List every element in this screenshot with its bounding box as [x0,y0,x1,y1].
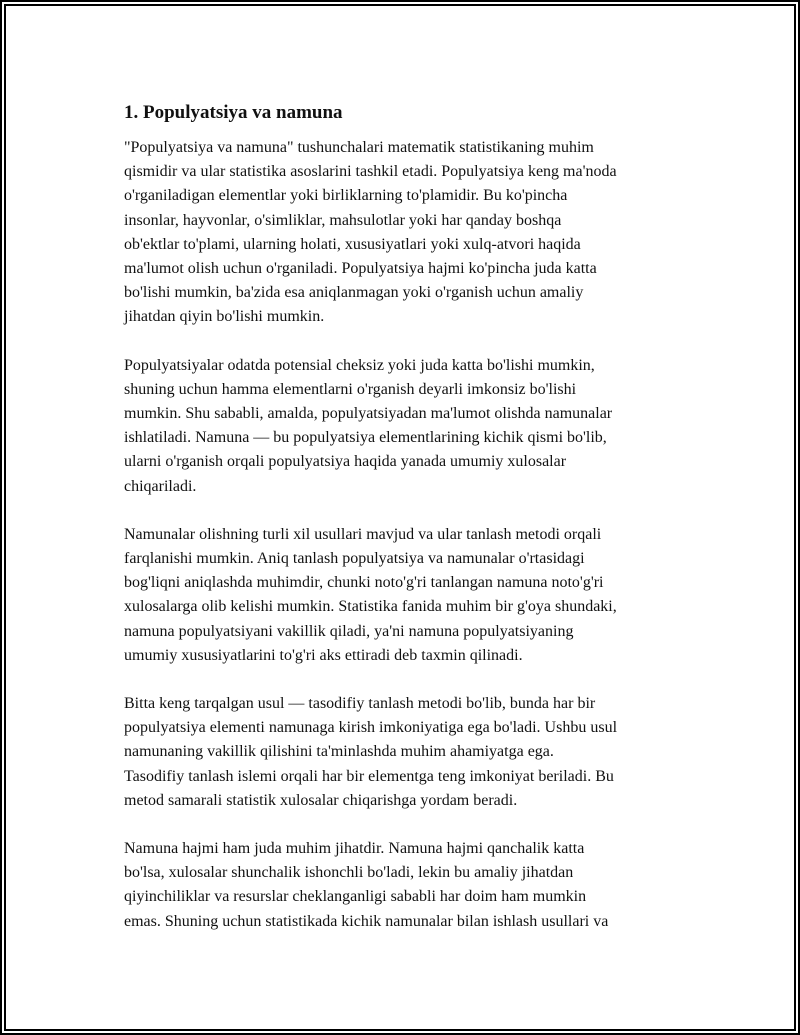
text-line: ma'lumot olish uchun o'rganiladi. Populyatsiya hajmi ko'pincha juda katta [124,260,597,278]
text-line: namuna populyatsiyani vakillik qiladi, ya'ni namuna populyatsiyaning [124,622,574,640]
text-line: o'rganiladigan elementlar yoki birliklarning to'plamidir. Bu ko'pincha [124,187,568,205]
text-line: metod samarali statistik xulosalar chiqarishga yordam beradi. [124,791,518,809]
paragraph-1 [124,136,694,330]
text-line: xulosalarga olib kelishi mumkin. Statistika fanida muhim bir g'oya shundaki, [124,598,617,616]
text-line: Bitta keng tarqalgan usul — tasodifiy tanlash metodi bo'lib, bunda har bir [124,695,596,713]
text-line: Tasodifiy tanlash islemi orqali har bir elementga teng imkoniyat beriladi. Bu [124,767,614,785]
text-line: farqlanishi mumkin. Aniq tanlash populyatsiya va namunalar o'rtasidagi [124,550,585,568]
page-content [124,102,694,958]
text-line: jihatdan qiyin bo'lishi mumkin. [124,308,325,326]
text-line: "Populyatsiya va namuna" tushunchalari matematik statistikaning muhim [124,139,594,156]
paragraph-3 [124,523,694,668]
text-line: bo'lishi mumkin, ba'zida esa aniqlanmagan yoki o'rganish uchun amaliy [124,284,584,302]
text-line: insonlar, hayvonlar, o'simliklar, mahsulotlar yoki har qanday boshqa [124,211,562,229]
text-line: bog'liqni aniqlashda muhimdir, chunki noto'g'ri tanlangan namuna noto'g'ri [124,574,604,592]
text-line: chiqariladi. [124,477,197,495]
text-line: emas. Shuning uchun statistikada kichik namunalar bilan ishlash usullari va [124,912,609,930]
text-line: Populyatsiyalar odatda potensial cheksiz yoki juda katta bo'lishi mumkin, [124,356,595,374]
text-line: populyatsiya elementi namunaga kirish imkoniyatiga ega bo'ladi. Ushbu usul [124,719,618,737]
text-line: ob'ektlar to'plami, ularning holati, xususiyatlari yoki xulq-atvori haqida [124,235,581,253]
text-line: qiyinchiliklar va resurslar cheklanganligi sababli har doim ham mumkin [124,888,587,906]
text-line: Namunalar olishning turli xil usullari mavjud va ular tanlash metodi orqali [124,525,602,543]
text-line: qismidir va ular statistika asoslarini tashkil etadi. Populyatsiya keng ma'noda [124,163,617,181]
paragraph-4 [124,692,694,813]
paragraph-5 [124,837,694,934]
text-line: shuning uchun hamma elementlarni o'rganish deyarli imkonsiz bo'lishi [124,380,577,398]
text-line: bo'lsa, xulosalar shunchalik ishonchli bo'ladi, lekin bu amaliy jihatdan [124,864,574,882]
text-line: namunaning vakillik qilishini ta'minlashda muhim ahamiyatga ega. [124,743,554,761]
text-line: Namuna hajmi ham juda muhim jihatdir. Namuna hajmi qanchalik katta [124,840,585,858]
text-line: ularni o'rganish orqali populyatsiya haqida yanada umumiy xulosalar [124,453,567,471]
section-title: 1. Populyatsiya va namuna [124,102,343,123]
text-line: mumkin. Shu sababli, amalda, populyatsiyadan ma'lumot olishda namunalar [124,405,613,423]
paragraph-2 [124,354,694,499]
text-line: ishlatiladi. Namuna — bu populyatsiya elementlarining kichik qismi bo'lib, [124,429,607,447]
text-line: umumiy xususiyatlarini to'g'ri aks ettiradi deb taxmin qilinadi. [124,646,523,664]
